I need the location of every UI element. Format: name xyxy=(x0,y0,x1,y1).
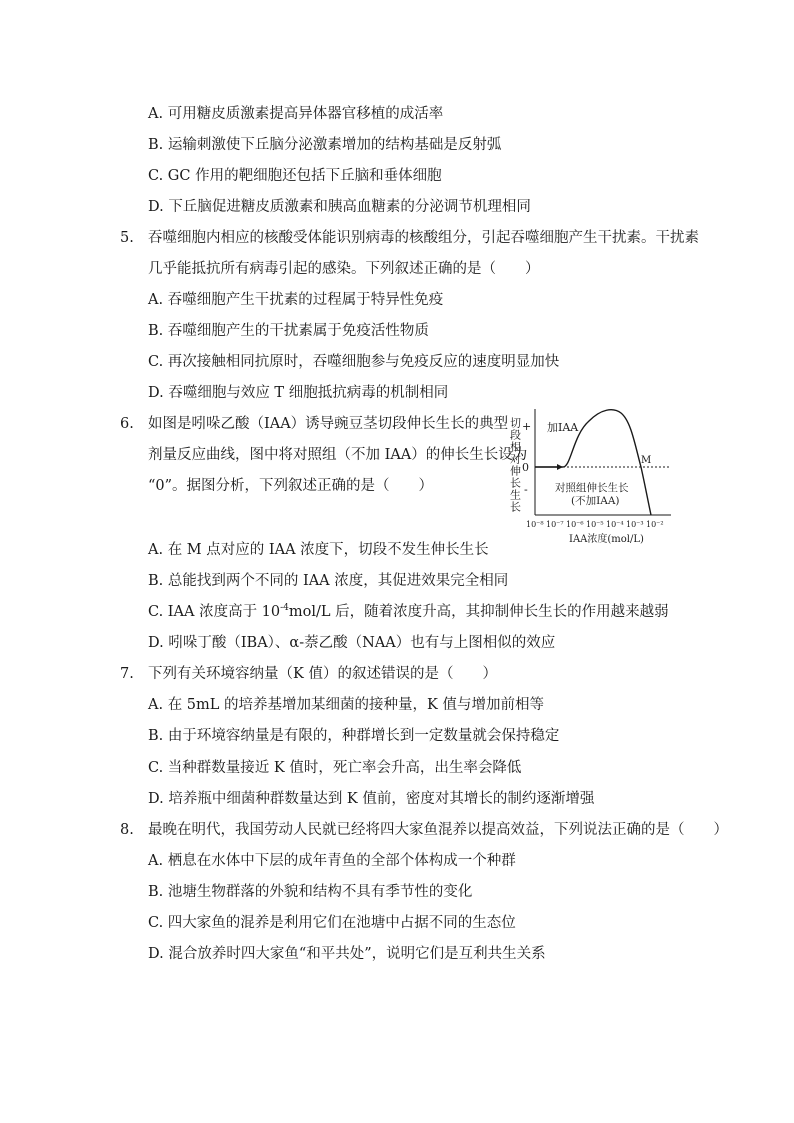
iaa-dose-response-figure xyxy=(505,405,680,555)
figure-xtick: 10⁻⁵ xyxy=(586,520,604,529)
q6-option-c-exponent: -4 xyxy=(280,603,289,614)
figure-ylabel: 切段相对伸长生长 xyxy=(508,417,522,513)
q6-option-c-prefix: C. IAA 浓度高于 10 xyxy=(148,604,281,620)
figure-xticks xyxy=(526,520,664,529)
q8-option-c: C. 四大家鱼的混养是利用它们在池塘中占据不同的生态位 xyxy=(148,915,516,931)
q8-option-b: B. 池塘生物群落的外貌和结构不具有季节性的变化 xyxy=(148,884,473,900)
q7-number: 7. xyxy=(120,666,134,682)
figure-xtick: 10⁻³ xyxy=(626,520,644,529)
q6-option-d: D. 吲哚丁酸（IBA）、α-萘乙酸（NAA）也有与上图相似的效应 xyxy=(148,635,556,651)
figure-zero: 0 xyxy=(522,461,529,474)
q8-stem: 最晚在明代，我国劳动人民就已经将四大家鱼混养以提高效益，下列说法正确的是（ ） xyxy=(148,822,728,838)
q6-option-a: A. 在 M 点对应的 IAA 浓度下，切段不发生伸长生长 xyxy=(148,542,489,558)
q8-option-a: A. 栖息在水体中下层的成年青鱼的全部个体构成一个种群 xyxy=(148,853,516,869)
figure-xtick: 10⁻² xyxy=(646,520,664,529)
q6-stem-line2: 剂量反应曲线，图中将对照组（不加 IAA）的伸长生长设为 xyxy=(148,447,528,463)
q6-option-c xyxy=(148,602,669,622)
q5-stem-line2: 几乎能抵抗所有病毒引起的感染。下列叙述正确的是（ ） xyxy=(148,261,540,277)
q5-option-b: B. 吞噬细胞产生的干扰素属于免疫活性物质 xyxy=(148,323,429,339)
figure-xtick: 10⁻⁶ xyxy=(566,520,584,529)
figure-plus: + xyxy=(522,420,532,433)
q8-number: 8. xyxy=(120,822,134,838)
q5-option-a: A. 吞噬细胞产生干扰素的过程属于特异性免疫 xyxy=(148,292,444,308)
q7-option-b: B. 由于环境容纳量是有限的，种群增长到一定数量就会保持稳定 xyxy=(148,728,560,744)
q4-option-b: B. 运输刺激使下丘脑分泌激素增加的结构基础是反射弧 xyxy=(148,137,502,153)
q7-stem: 下列有关环境容纳量（K 值）的叙述错误的是（ ） xyxy=(148,666,497,682)
q6-number: 6. xyxy=(120,416,134,432)
figure-curve-label: 加IAA xyxy=(547,421,579,434)
q6-stem-line3: “0”。据图分析，下列叙述正确的是（ ） xyxy=(148,478,434,494)
figure-point-m: M xyxy=(641,455,652,466)
figure-xtick: 10⁻⁴ xyxy=(606,520,624,529)
figure-xtick: 10⁻⁷ xyxy=(546,520,564,529)
q5-number: 5. xyxy=(120,230,134,246)
figure-minus: - xyxy=(524,483,528,496)
figure-xtick: 10⁻⁸ xyxy=(526,520,544,529)
q7-option-c: C. 当种群数量接近 K 值时，死亡率会升高，出生率会降低 xyxy=(148,760,522,776)
figure-control-label-2: (不加IAA) xyxy=(571,495,620,507)
q4-option-d: D. 下丘脑促进糖皮质激素和胰高血糖素的分泌调节机理相同 xyxy=(148,199,531,215)
q7-option-a: A. 在 5mL 的培养基增加某细菌的接种量，K 值与增加前相等 xyxy=(148,697,544,713)
q4-option-a: A. 可用糖皮质激素提高异体器官移植的成活率 xyxy=(148,106,444,122)
figure-svg xyxy=(505,405,680,555)
q5-stem-line1: 吞噬细胞内相应的核酸受体能识别病毒的核酸组分，引起吞噬细胞产生干扰素。干扰素 xyxy=(148,230,699,246)
figure-xlabel: IAA浓度(mol/L) xyxy=(569,534,644,545)
q6-option-c-suffix: mol/L 后，随着浓度升高，其抑制伸长生长的作用越来越弱 xyxy=(288,604,669,620)
figure-control-label-1: 对照组伸长生长 xyxy=(555,482,629,494)
q5-option-d: D. 吞噬细胞与效应 T 细胞抵抗病毒的机制相同 xyxy=(148,385,449,401)
q6-stem-line1: 如图是吲哚乙酸（IAA）诱导豌豆茎切段伸长生长的典型 xyxy=(148,416,509,432)
q5-option-c: C. 再次接触相同抗原时，吞噬细胞参与免疫反应的速度明显加快 xyxy=(148,354,560,370)
q8-option-d: D. 混合放养时四大家鱼“和平共处”，说明它们是互利共生关系 xyxy=(148,946,546,962)
q6-option-b: B. 总能找到两个不同的 IAA 浓度，其促进效果完全相同 xyxy=(148,573,509,589)
q7-option-d: D. 培养瓶中细菌种群数量达到 K 值前，密度对其增长的制约逐渐增强 xyxy=(148,791,595,807)
q4-option-c: C. GC 作用的靶细胞还包括下丘脑和垂体细胞 xyxy=(148,168,442,184)
